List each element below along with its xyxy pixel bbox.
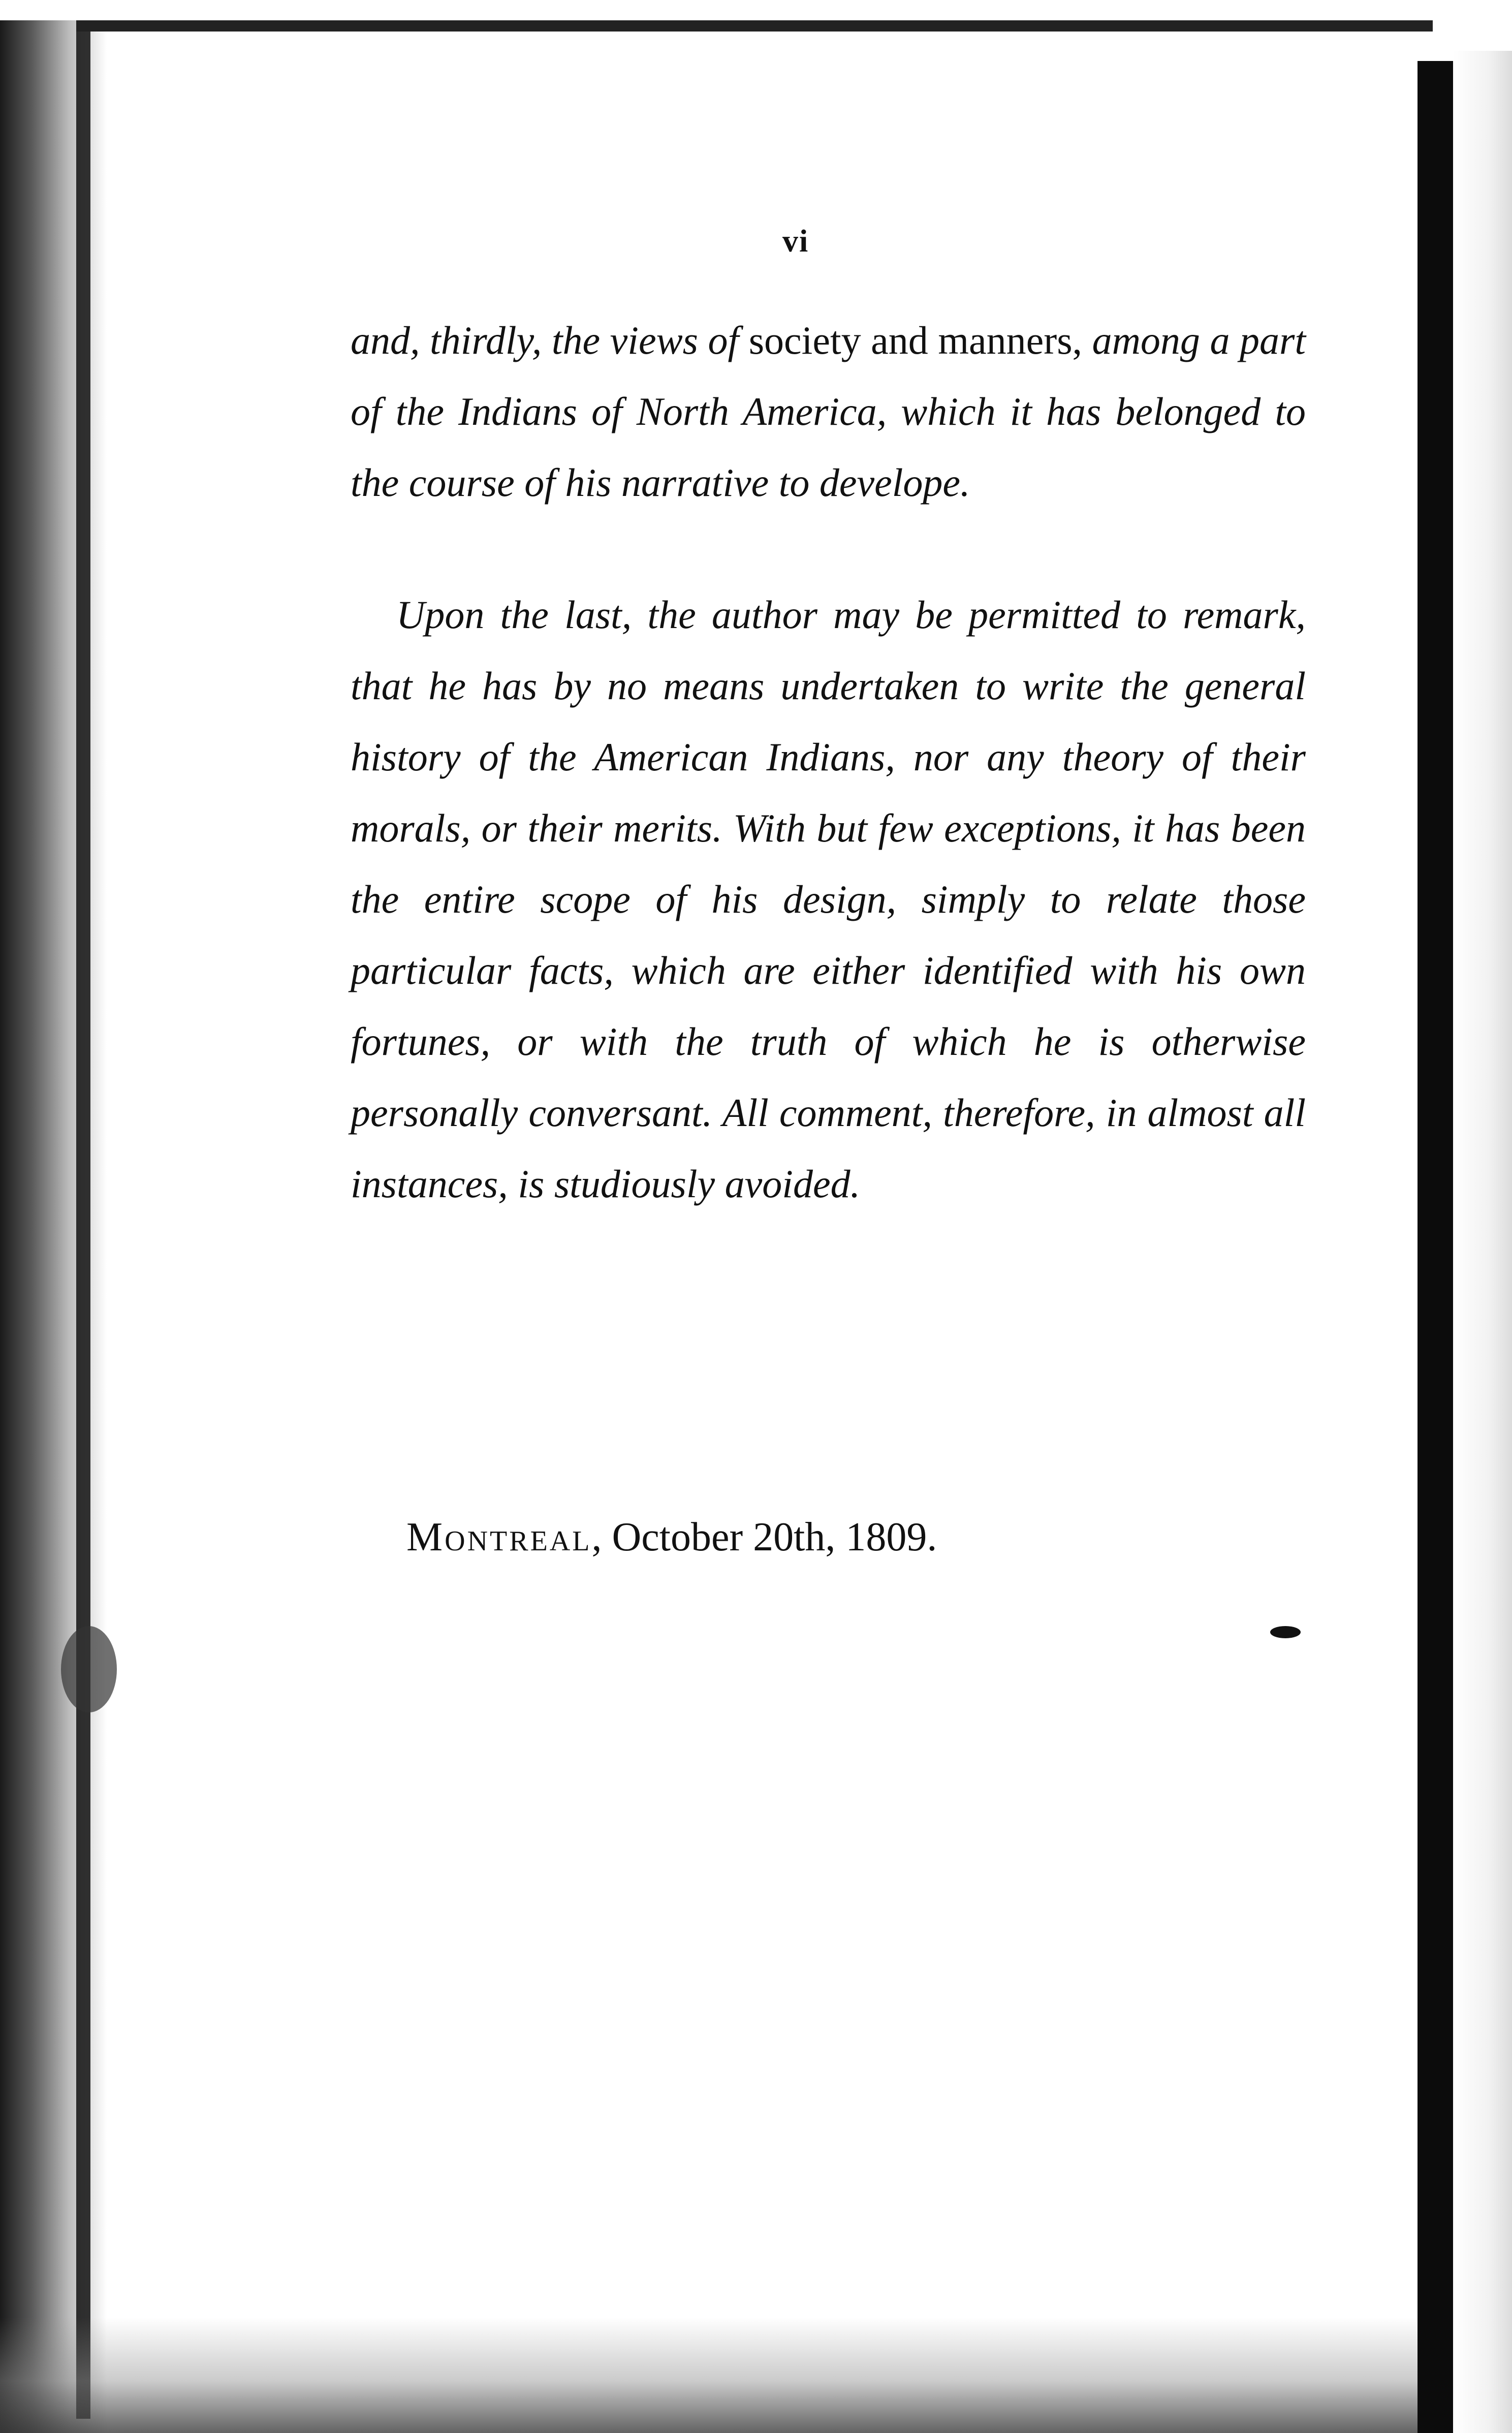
top-page-edge: [76, 20, 1433, 32]
text-segment: and, thirdly, the views of: [351, 318, 749, 362]
signature-date: , October 20th, 1809.: [591, 1515, 937, 1559]
ink-blot: [1270, 1626, 1301, 1638]
adjacent-page-edge: [1453, 51, 1512, 2433]
ink-blot: [61, 1626, 117, 1712]
page-number: vi: [782, 224, 809, 259]
paragraph-2: [351, 579, 1306, 1220]
right-binding-edge: [1418, 61, 1453, 2433]
place-and-date: [406, 1514, 1219, 1561]
body-text: [351, 305, 1306, 1220]
text-segment: among a part of the Indians of North America, which it has belonged to the course of his narrative to develope.: [351, 318, 1306, 505]
text-segment: Upon the last, the author may be permitted to remark, that he has by no means undertaken to write the general history of the American Indians, nor any theory of their morals, or their merits. With but few exceptions, it has been the entire scope of his design, simply to relate those particular facts, which are either identified with his own fortunes, or with the truth of which he is otherwise personally conversant. All comment, therefore, in almost all instances, is studiously avoided.: [351, 592, 1306, 1206]
text-segment: society and manners,: [748, 318, 1092, 362]
bottom-scan-noise: [0, 2317, 1418, 2433]
paragraph-1: [351, 305, 1306, 518]
left-binding-shadow: [0, 20, 107, 2433]
signature-place: Montreal: [406, 1515, 592, 1559]
left-binding-edge: [76, 30, 90, 2419]
